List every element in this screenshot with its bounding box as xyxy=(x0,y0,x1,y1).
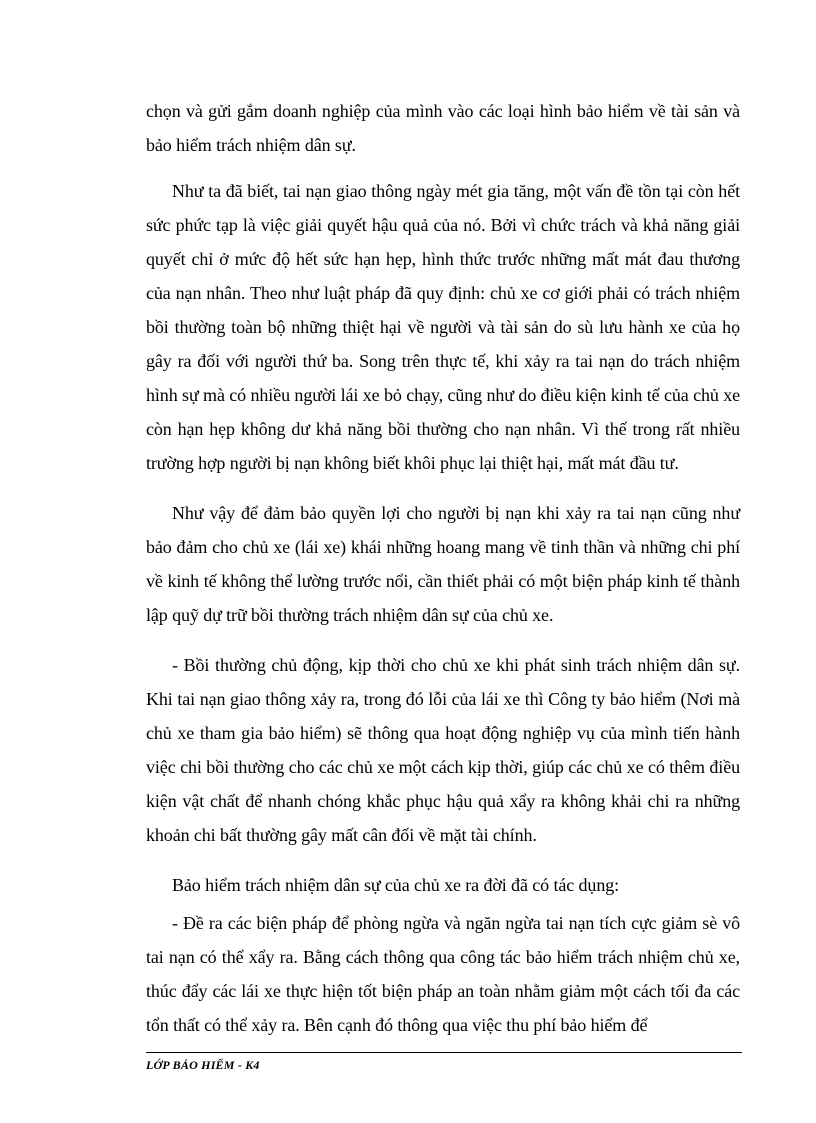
footer-divider xyxy=(146,1052,742,1053)
paragraph-1: chọn và gửi gắm doanh nghiệp của mình vào các loại hình bảo hiểm về tài sản và bảo hiểm trách nhiệm dân sự. xyxy=(146,101,740,155)
paragraph-6: - Đề ra các biện pháp để phòng ngừa và ngăn ngừa tai nạn tích cực giảm sè vô tai nạn có thể xẩy ra. Bằng cách thông qua công tác bảo hiểm trách nhiệm chủ xe, thúc đẩy các lái xe thực hiện tốt biện pháp an toàn nhằm giảm một cách tối đa các tổn thất có thể xảy ra. Bên cạnh đó thông qua việc thu phí bảo hiểm để xyxy=(146,913,740,1035)
paragraph-3: Như vậy để đảm bảo quyền lợi cho người bị nạn khi xảy ra tai nạn cũng như bảo đảm cho chủ xe (lái xe) khái những hoang mang về tinh thần và những chi phí về kinh tế không thể lường trước nổi, cần thiết phải có một biện pháp kinh tế thành lập quỹ dự trữ bồi thường trách nhiệm dân sự của chủ xe. xyxy=(146,503,740,625)
paragraph-2: Như ta đã biết, tai nạn giao thông ngày mét gia tăng, một vấn đề tồn tại còn hết sức phức tạp là việc giải quyết hậu quả của nó. Bởi vì chức trách và khả năng giải quyết chỉ ở mức độ hết sức hạn hẹp, hình thức trước những mất mát đau thương của nạn nhân. Theo như luật pháp đã quy định: chủ xe cơ giới phải có trách nhiệm bồi thường toàn bộ những thiệt hại về người và tài sản do sù lưu hành xe của họ gây ra đối với người thứ ba. Song trên thực tế, khi xảy ra tai nạn do trách nhiệm hình sự mà có nhiều người lái xe bỏ chạy, cũng như do điều kiện kinh tế của chủ xe còn hạn hẹp không dư khả năng bồi thường cho nạn nhân. Vì thế trong rất nhiều trường hợp người bị nạn không biết khôi phục lại thiệt hại, mất mát đầu tư. xyxy=(146,181,740,473)
paragraph-5: Bảo hiểm trách nhiệm dân sự của chủ xe ra đời đã có tác dụng: xyxy=(172,875,620,895)
paragraph-4: - Bồi thường chủ động, kịp thời cho chủ xe khi phát sinh trách nhiệm dân sự. Khi tai nạn giao thông xảy ra, trong đó lỗi của lái xe thì Công ty bảo hiểm (Nơi mà chủ xe tham gia bảo hiểm) sẽ thông qua hoạt động nghiệp vụ của mình tiến hành việc chi bồi thường cho các chủ xe một cách kịp thời, giúp các chủ xe có thêm điều kiện vật chất để nhanh chóng khắc phục hậu quả xẩy ra không khải chi ra những khoản chi bất thường gây mất cân đối về mặt tài chính. xyxy=(146,655,740,845)
document-body xyxy=(146,94,740,1058)
footer-label: LỚP BẢO HIỂM - K4 xyxy=(146,1058,260,1072)
